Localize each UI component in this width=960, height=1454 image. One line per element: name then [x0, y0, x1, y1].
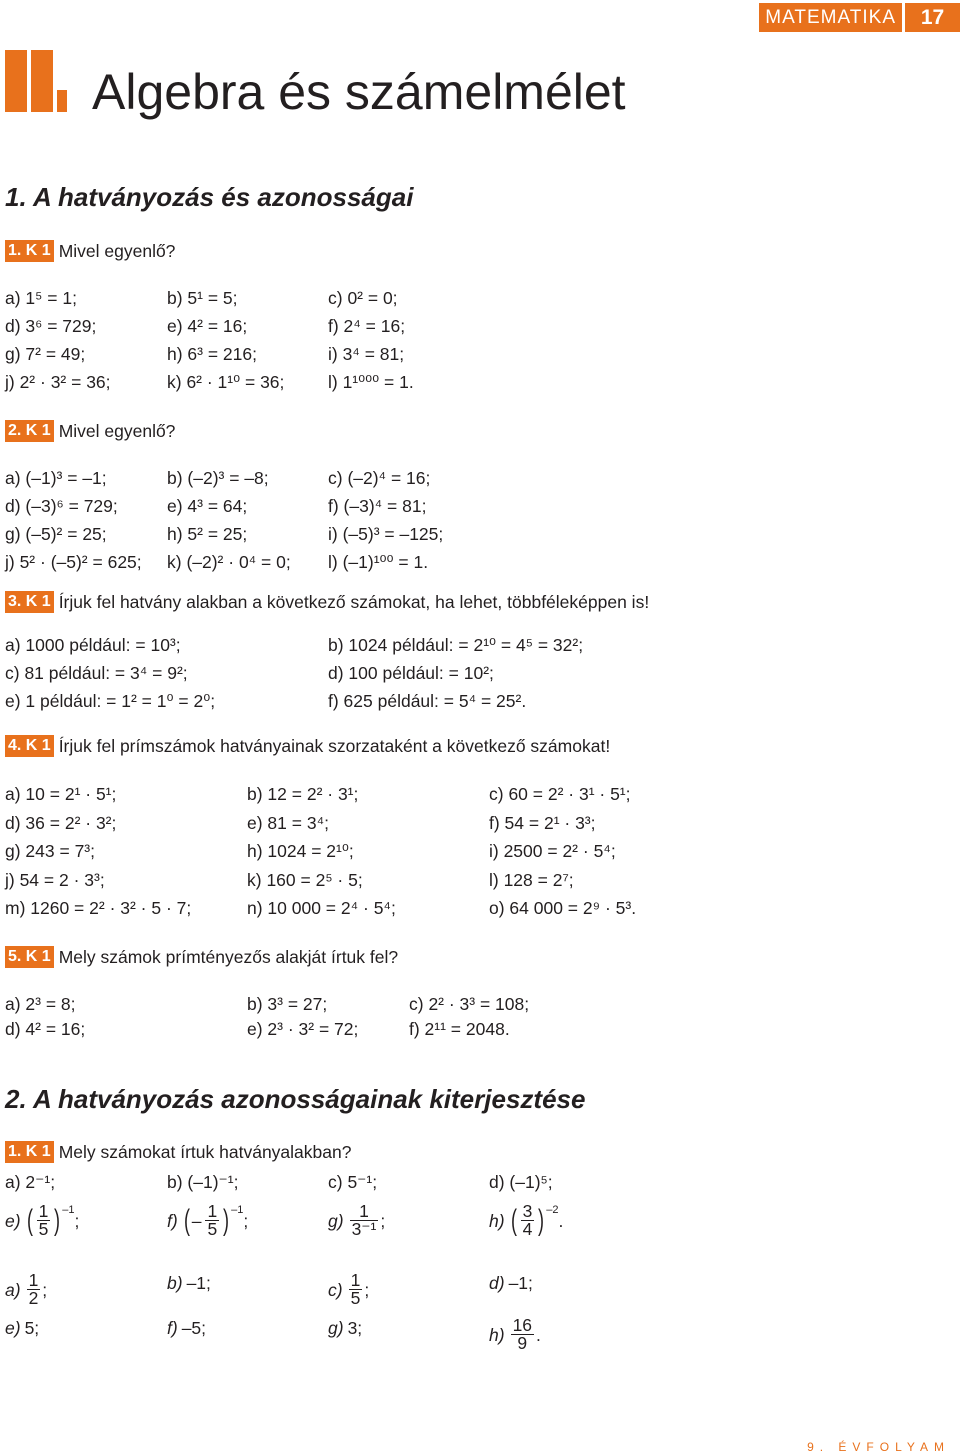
answer-item: b) 1024 például: = 2¹⁰ = 4⁵ = 32²; [328, 635, 584, 655]
minus-sign: – [191, 1210, 202, 1231]
answer-item: j) 5² · (–5)² = 625; [5, 552, 142, 572]
chapter-mark-icon [5, 50, 65, 112]
answer-item [328, 1317, 362, 1339]
item-label: g) [328, 1210, 344, 1231]
subject-label: MATEMATIKA [759, 3, 902, 32]
answer-item: f) 2¹¹ = 2048. [409, 1019, 510, 1039]
answer-item [167, 1272, 211, 1294]
denominator: 2 [28, 1288, 39, 1308]
fraction [205, 1203, 219, 1238]
answer-item: e) 4² = 16; [167, 316, 248, 336]
answer-item: h) 5² = 25; [167, 524, 248, 544]
item-value: 3; [347, 1318, 363, 1338]
answer-item: e) 2³ · 3² = 72; [247, 1019, 359, 1039]
answer-item: e) 81 = 3⁴; [247, 812, 329, 833]
numerator: 3 [522, 1201, 533, 1221]
answer-item: n) 10 000 = 2⁴ · 5⁴; [247, 898, 396, 918]
answer-item: c) $\frac{1}{5}$ ; [328, 1270, 370, 1308]
answer-item: a) 2⁻¹; [5, 1172, 56, 1192]
answer-item: a) $\frac{1}{2}$ ; [5, 1270, 48, 1308]
answer-item: e) 4³ = 64; [167, 496, 248, 516]
exercise-text: Mivel egyenlő? [58, 421, 176, 441]
exercise-tag: 1. K 1 [5, 240, 54, 262]
item-label: e) [5, 1210, 21, 1231]
answer-item: f) 54 = 2¹ · 3³; [489, 812, 596, 833]
exercise-text: Mely számok prímtényezős alakját írtuk fel? [58, 947, 399, 967]
exercise-tag: 2. K 1 [5, 420, 54, 442]
answer-item: b) 5¹ = 5; [167, 288, 238, 308]
exercise-heading [5, 591, 649, 613]
answer-item: d) (–3)⁶ = 729; [5, 496, 118, 516]
exercise-text: Mivel egyenlő? [58, 241, 176, 261]
item-value: –1; [508, 1273, 533, 1293]
fraction [521, 1203, 535, 1238]
answer-item: c) 5⁻¹; [328, 1172, 378, 1192]
answer-item: h) 1024 = 2¹⁰; [247, 841, 354, 861]
answer-item: a) 2³ = 8; [5, 994, 76, 1014]
answer-item: d) 4² = 16; [5, 1019, 86, 1039]
numerator: 16 [512, 1315, 533, 1335]
answer-item: c) 60 = 2² · 3¹ · 5¹; [489, 784, 631, 804]
answer-item [5, 1317, 39, 1339]
answer-item: e) ( $\frac{1}{5}$ ) –1 ; [5, 1201, 80, 1239]
answer-item: d) 3⁶ = 729; [5, 316, 97, 336]
item-label: g) [328, 1318, 344, 1338]
exercise-tag: 1. K 1 [5, 1141, 54, 1163]
denominator: 5 [38, 1219, 49, 1239]
answer-item: b) (–1)⁻¹; [167, 1172, 239, 1192]
answer-item: k) 6² · 1¹⁰ = 36; [167, 372, 285, 392]
answer-item: i) (–5)³ = –125; [328, 524, 444, 544]
answer-item: g) (–5)² = 25; [5, 524, 107, 544]
answer-item: g) 7² = 49; [5, 344, 86, 364]
numerator: 1 [28, 1270, 39, 1290]
answer-item: g) $\frac{1}{\text{3⁻¹}}$ ; [328, 1201, 386, 1239]
item-label: b) [167, 1273, 183, 1293]
item-value: –5; [181, 1318, 207, 1338]
answer-item: h) $\frac{16}{9}$ . [489, 1315, 541, 1353]
answer-item: j) 2² · 3² = 36; [5, 372, 111, 392]
answer-item: f) 625 például: = 5⁴ = 25². [328, 691, 527, 711]
answer-item [489, 1272, 533, 1294]
answer-item: c) 2² · 3³ = 108; [409, 994, 530, 1014]
item-label: h) [489, 1210, 505, 1231]
answer-item: c) 81 például: = 3⁴ = 9²; [5, 663, 188, 683]
answer-item: l) 128 = 2⁷; [489, 869, 574, 890]
numerator: 1 [350, 1270, 361, 1290]
page-header-badge [759, 3, 960, 32]
item-label: f) [167, 1318, 178, 1338]
item-label: h) [489, 1324, 505, 1345]
chapter-title: Algebra és számelmélet [92, 64, 626, 120]
exercise-heading [5, 420, 175, 442]
section-title: 2. A hatványozás azonosságainak kiterjesztése [5, 1084, 586, 1114]
answer-item: k) 160 = 2⁵ · 5; [247, 869, 363, 890]
fraction [350, 1203, 379, 1238]
answer-item: f) ( – $\frac{1}{5}$ ) –1 ; [167, 1201, 249, 1239]
fraction [511, 1317, 534, 1352]
item-label: a) [5, 1279, 21, 1300]
answer-item: h) 6³ = 216; [167, 344, 257, 364]
denominator: 5 [207, 1219, 218, 1239]
item-value: –1; [186, 1273, 211, 1293]
answer-item: a) 1000 például: = 10³; [5, 635, 181, 655]
answer-item: j) 54 = 2 · 3³; [5, 869, 105, 890]
fraction [37, 1203, 51, 1238]
item-label: c) [328, 1279, 343, 1300]
answer-item: g) 243 = 7³; [5, 841, 95, 861]
exercise-tag: 4. K 1 [5, 735, 54, 757]
denominator: 9 [517, 1333, 528, 1353]
answer-item: o) 64 000 = 2⁹ · 5³. [489, 898, 637, 918]
answer-item: c) (–2)⁴ = 16; [328, 468, 431, 488]
exercise-text: Írjuk fel hatvány alakban a következő számokat, ha lehet, többféleképpen is! [58, 592, 650, 612]
exercise-heading [5, 735, 610, 757]
item-value: 5; [24, 1318, 40, 1338]
answer-item: m) 1260 = 2² · 3² · 5 · 7; [5, 898, 192, 918]
answer-item: b) (–2)³ = –8; [167, 468, 269, 488]
answer-item: i) 3⁴ = 81; [328, 344, 405, 364]
answer-item: a) (–1)³ = –1; [5, 468, 107, 488]
answer-item: c) 0² = 0; [328, 288, 398, 308]
page-number: 17 [905, 3, 960, 32]
numerator: 1 [350, 1203, 379, 1221]
answer-item: d) 36 = 2² · 3²; [5, 812, 117, 833]
item-label: f) [167, 1210, 178, 1231]
answer-item: d) 100 például: = 10²; [328, 663, 494, 683]
exercise-tag: 3. K 1 [5, 591, 54, 613]
numerator: 1 [207, 1201, 218, 1221]
footer-grade: 9. ÉVFOLYAM [807, 1440, 950, 1454]
fraction [349, 1272, 363, 1307]
answer-item: f) 2⁴ = 16; [328, 316, 406, 336]
answer-item: k) (–2)² · 0⁴ = 0; [167, 552, 291, 572]
answer-item: a) 1⁵ = 1; [5, 288, 77, 308]
exercise-heading [5, 240, 175, 262]
exercise-text: Mely számokat írtuk hatványalakban? [58, 1142, 352, 1162]
answer-item: d) (–1)⁵; [489, 1172, 553, 1192]
section-title: 1. A hatványozás és azonosságai [5, 182, 414, 212]
exponent: –2 [546, 1204, 559, 1216]
denominator: 3⁻¹ [351, 1219, 377, 1239]
answer-item: h) ( $\frac{3}{4}$ ) –2 . [489, 1201, 564, 1239]
denominator: 4 [522, 1219, 533, 1239]
exponent: –1 [62, 1204, 75, 1216]
answer-item: f) (–3)⁴ = 81; [328, 496, 427, 516]
item-label: e) [5, 1318, 21, 1338]
denominator: 5 [350, 1288, 361, 1308]
numerator: 1 [38, 1201, 49, 1221]
exercise-text: Írjuk fel prímszámok hatványainak szorzataként a következő számokat! [58, 736, 611, 756]
answer-item: l) (–1)¹⁰⁰ = 1. [328, 552, 429, 572]
answer-item: e) 1 például: = 1² = 1⁰ = 2⁰; [5, 691, 216, 711]
exercise-tag: 5. K 1 [5, 946, 54, 968]
fraction [27, 1272, 41, 1307]
answer-item: b) 12 = 2² · 3¹; [247, 784, 359, 804]
item-label: d) [489, 1273, 505, 1293]
answer-item: l) 1¹⁰⁰⁰ = 1. [328, 372, 414, 392]
answer-item [167, 1317, 206, 1339]
answer-item: i) 2500 = 2² · 5⁴; [489, 841, 616, 861]
exercise-heading [5, 946, 398, 968]
exponent: –1 [231, 1204, 244, 1216]
answer-item: b) 3³ = 27; [247, 994, 328, 1014]
exercise-heading [5, 1141, 351, 1163]
answer-item: a) 10 = 2¹ · 5¹; [5, 784, 117, 804]
